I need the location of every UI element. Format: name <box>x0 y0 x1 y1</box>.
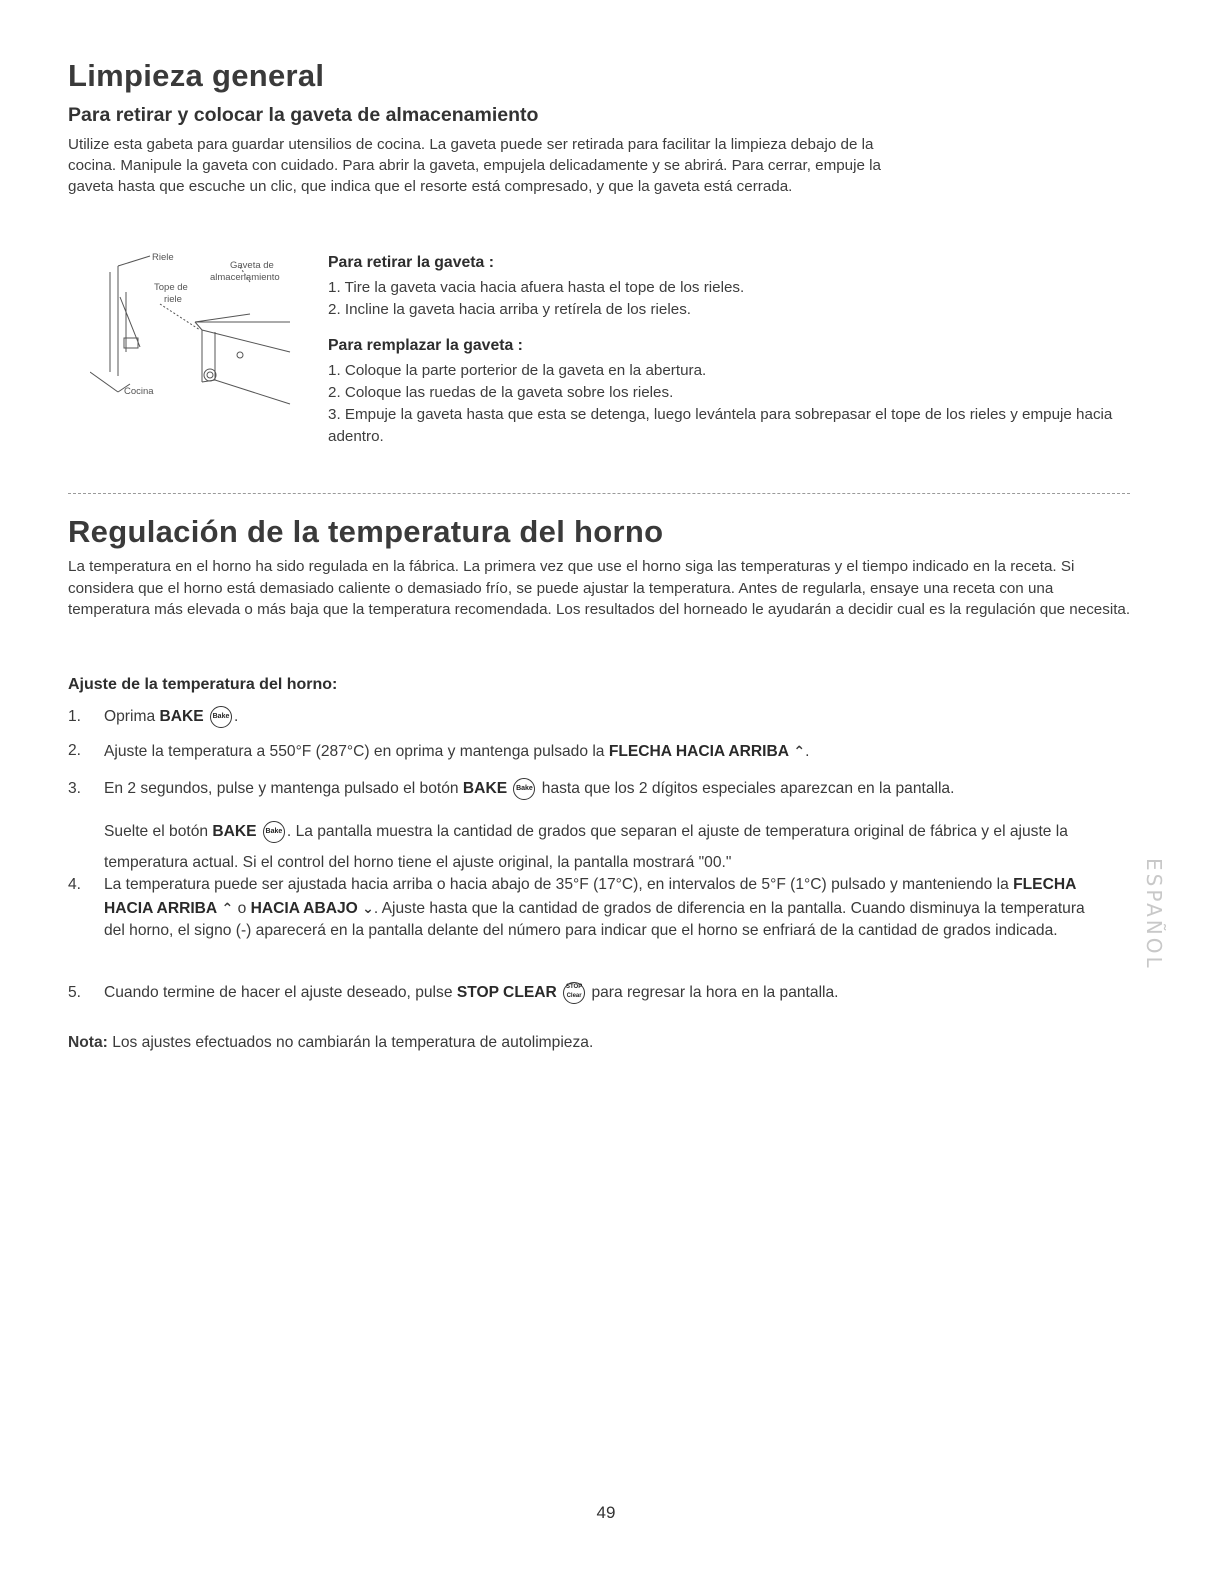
label-cocina: Cocina <box>124 386 154 397</box>
regulation-paragraph: La temperatura en el horno ha sido regulada en la fábrica. La primera vez que use el horno siga las temperaturas y el tiempo indicado en la receta. Si considera que el horno está demasiado caliente o demasiado frío, se puede ajustar la temperatura. Antes de regularla, ensaye una receta con una temperatura más elevada o más baja que la temperatura recomendada. Los resultados del horneado le ayudarán a decidir cual es la regulación que necesita. <box>68 558 1131 618</box>
replace-step-2: 2. Coloque las ruedas de la gaveta sobre los rieles. <box>328 384 674 401</box>
replace-heading: Para remplazar la gaveta : <box>328 337 523 354</box>
remove-step-1: 1. Tire la gaveta vacia hacia afuera hasta el tope de los rieles. <box>328 279 745 296</box>
arrow-up-icon: ⌃ <box>793 743 806 759</box>
label-tope-2: riele <box>164 294 182 305</box>
bake-button-icon: Bake <box>263 821 285 843</box>
page-number: 49 <box>596 1503 616 1522</box>
replace-step-1: 1. Coloque la parte porterior de la gaveta en la abertura. <box>328 362 707 379</box>
drawer-instructions <box>328 252 1138 448</box>
adjust-heading: Ajuste de la temperatura del horno: <box>68 676 338 693</box>
section-divider <box>68 493 1130 494</box>
remove-heading: Para retirar la gaveta : <box>328 254 494 271</box>
note <box>68 1034 593 1052</box>
bake-button-icon: Bake <box>210 706 232 728</box>
language-side-tab: ESPAÑOL <box>1142 858 1166 971</box>
arrow-up-icon: ⌃ <box>221 899 234 916</box>
replace-step-3: 3. Empuje la gaveta hasta que esta se detenga, luego levántela para sobrepasar el tope de los rieles y empuje hacia adentro. <box>328 406 1113 445</box>
section-title-limpieza: Limpieza general <box>68 58 325 93</box>
arrow-down-icon: ⌄ <box>362 899 374 916</box>
label-gaveta-1: Gaveta de <box>230 260 274 271</box>
drawer-diagram <box>90 252 310 412</box>
label-riele: Riele <box>152 252 174 263</box>
note-label: Nota: <box>68 1034 108 1051</box>
intro-paragraph: Utilize esta gabeta para guardar utensilios de cocina. La gaveta puede ser retirada para facilitar la limpieza debajo de la cocina. Manipule la gaveta con cuidado. Para abrir la gaveta, empujela delicadamente y se abrirá. Para cerrar, empuje la gaveta hasta que escuche un clic, que indica que el resorte está compresado, y que la gaveta está cerrada. <box>68 136 881 195</box>
stop-clear-button-icon: STOP Clear <box>563 982 585 1004</box>
bake-button-icon: Bake <box>513 778 535 800</box>
label-gaveta-2: almacenamiento <box>210 272 280 283</box>
note-text: Los ajustes efectuados no cambiarán la temperatura de autolimpieza. <box>107 1034 594 1051</box>
section-title-regulacion: Regulación de la temperatura del horno <box>68 514 664 549</box>
remove-step-2: 2. Incline la gaveta hacia arriba y retírela de los rieles. <box>328 301 692 318</box>
label-tope-1: Tope de <box>154 282 188 293</box>
section-subtitle-gaveta: Para retirar y colocar la gaveta de almacenamiento <box>68 104 539 126</box>
